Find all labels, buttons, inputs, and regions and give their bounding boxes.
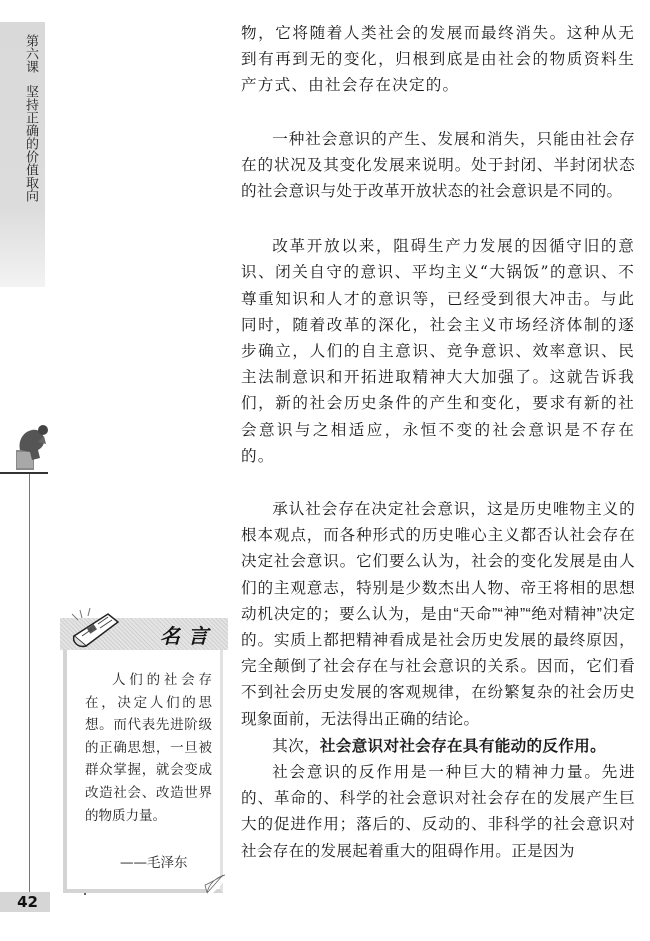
margin-divider-vertical [29,474,30,894]
paragraph-3: 改革开放以来，阻碍生产力发展的因循守旧的意识、闭关自守的意识、平均主义“大锅饭”的意识、不尊重知识和人才的意识等，已经受到很大冲击。与此同时，随着改革的深化，社会主义市场经济体制的逐步确立，人们的自主意识、竞争意识、效率意识、民主法制意识和开拓进取精神大大加强了。这就告诉我们，新的社会历史条件的产生和变化，要求有新的社会意识与之相适应，永恒不变的社会意识是不存在的。 [241,237,635,465]
stray-dot [84,893,86,895]
quote-header-title: 名言 [160,624,216,648]
paragraph-1: 物，它将随着人类社会的发展而最终消失。这种从无到有再到无的变化，归根到底是由社会的物质资料生产方式、由社会存在决定的。 [241,24,635,95]
quote-author: ——毛泽东 [120,855,188,871]
quote-text: 人们的社会存在，决定人们的思想。而代表先进阶级的正确思想，一旦被群众掌握，就会变成改造社会、改造世界的物质力量。 [85,672,212,824]
newspaper-icon [68,608,126,650]
paragraph-4: 承认社会存在决定社会意识，这是历史唯物主义的根本观点，而各种形式的历史唯心主义都否认社会存在决定社会意识。它们要么认为，社会的变化发展是由人们的主观意志，特别是少数杰出人物、帝王将相的思想动机决定的；要么认为，是由“天命”“神”“绝对精神”决定的。实质上都把精神看成是社会历史发展的最终原因，完全颠倒了社会存在与社会意识的关系。因而，它们看不到社会历史发展的客观规律，在纷繁复杂的社会历史现象面前，无法得出正确的结论。 [241,501,635,728]
lesson-title: 坚持正确的价值取向 [23,85,38,202]
thinker-statue-icon [10,420,50,472]
folded-corner-icon [203,873,225,895]
margin-divider-horizontal [0,472,48,474]
chapter-side-label [24,34,38,202]
paragraph-2: 一种社会意识的产生、发展和消失，只能由社会存在的状况及其变化发展来说明。处于封闭、半封闭状态的社会意识与处于改革开放状态的社会意识是不同的。 [241,130,635,201]
key-point-bold: 社会意识对社会存在具有能动的反作用。 [319,736,606,755]
key-point-lead: 其次， [272,737,320,755]
paragraph-6: 社会意识的反作用是一种巨大的精神力量。先进的、革命的、科学的社会意识对社会存在的发展产生巨大的促进作用；落后的、反动的、非科学的社会意识对社会存在的发展起着重大的阻碍作用。正是因为 [241,764,635,860]
lesson-number: 第六课 [23,34,38,73]
paragraph-5-key-point [241,733,635,760]
page-number: 42 [0,892,50,912]
main-text-column [241,20,635,865]
